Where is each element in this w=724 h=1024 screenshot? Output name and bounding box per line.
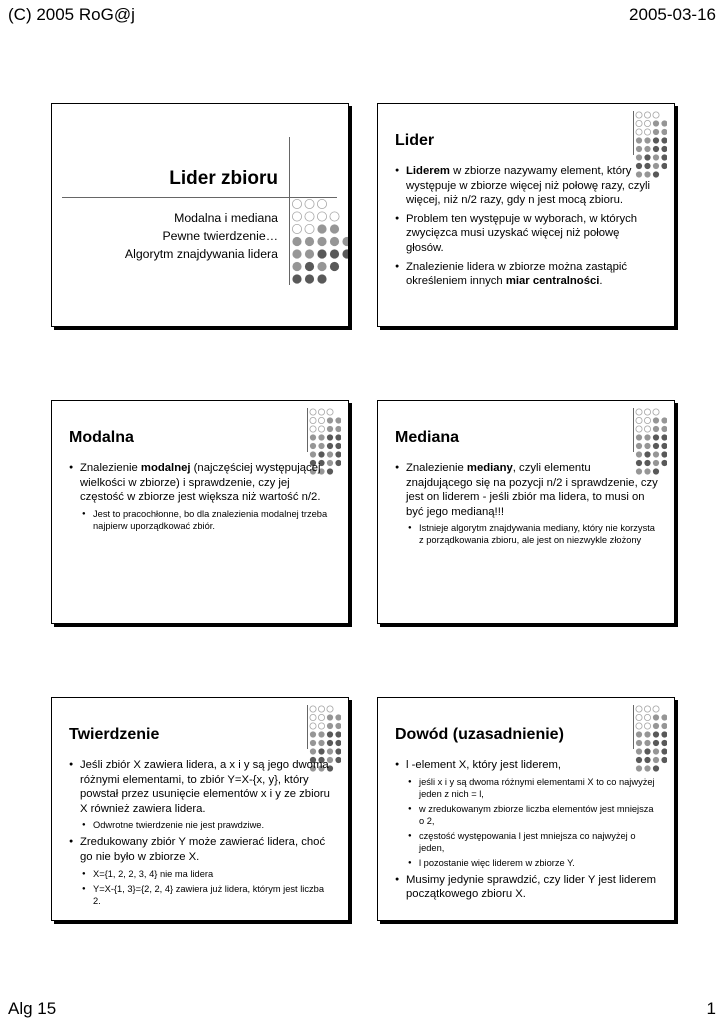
- divider-vertical: [289, 137, 290, 285]
- dot-icon: [317, 237, 326, 246]
- dot-icon: [317, 212, 326, 221]
- dot-icon: [653, 706, 659, 712]
- slide-modalna: [51, 400, 349, 624]
- dot-icon: [305, 274, 314, 283]
- dot-icon: [327, 731, 333, 737]
- dot-icon: [644, 748, 650, 754]
- dot-icon: [327, 426, 333, 432]
- slide-heading: Dowód (uzasadnienie): [395, 726, 564, 743]
- dot-icon: [317, 224, 326, 233]
- dot-icon: [310, 434, 316, 440]
- dot-icon: [653, 723, 659, 729]
- bullet-mediana: ● Znalezienie mediany, czyli elementu znajdującego się na pozycji n/2 i sprawdzenie, czy jest on liderem - jeśli zbiór ma lidera, to musi on być jego medianą!!! ● Istnieje algorytm znajdywania mediany, który nie korzysta z porządkowania zbioru, ale jest on niezwykle złożony: [395, 461, 660, 546]
- dot-icon: [661, 163, 667, 169]
- bullet-theorem: ● Jeśli zbiór X zawiera lidera, a x i y są jego dwoma różnymi elementami, to zbiór Y=X-{x, y}, który powstał przez usunięcie elementów x i y ze zbioru X również zawiera lidera. ● Odwrotne twierdzenie nie jest prawdziwe.: [69, 758, 334, 831]
- page-footer-label: Alg 15: [8, 999, 57, 1018]
- dot-icon: [653, 731, 659, 737]
- dot-icon: [653, 426, 659, 432]
- dot-icon: [653, 434, 659, 440]
- dot-icon: [653, 417, 659, 423]
- slide-body: [69, 461, 334, 536]
- dot-icon: [644, 129, 650, 135]
- dot-icon: [317, 262, 326, 271]
- dot-icon: [318, 417, 324, 423]
- dot-icon: [335, 731, 341, 737]
- dot-icon: [636, 154, 642, 160]
- dot-icon: [305, 212, 314, 221]
- dot-icon: [644, 120, 650, 126]
- dot-icon: [318, 714, 324, 720]
- dot-icon: [330, 212, 339, 221]
- dot-icon: [335, 740, 341, 746]
- slide-dowod: [377, 697, 675, 921]
- dot-icon: [305, 224, 314, 233]
- dot-icon: [335, 451, 341, 457]
- slide-heading: Mediana: [395, 429, 460, 446]
- dot-icon: [661, 714, 667, 720]
- dot-icon: [318, 426, 324, 432]
- dot-icon: [305, 249, 314, 258]
- dot-icon: [317, 249, 326, 258]
- dot-icon: [644, 740, 650, 746]
- dot-icon: [335, 460, 341, 466]
- dot-icon: [644, 714, 650, 720]
- dot-icon: [653, 409, 659, 415]
- dot-icon: [644, 451, 650, 457]
- dot-icon: [661, 137, 667, 143]
- subtitle-algorytm: Algorytm znajdywania lidera: [124, 247, 278, 261]
- sub-bullet-note: ● Istnieje algorytm znajdywania mediany, który nie korzysta z porządkowania zbioru, ale jest on niezwykle złożony: [408, 522, 660, 546]
- sub-bullet-note: ● Jest to pracochłonne, bo dla znalezienia modalnej trzeba najpierw uporządkować zbiór.: [82, 508, 334, 532]
- dot-icon: [661, 460, 667, 466]
- dot-icon: [342, 249, 349, 258]
- dot-icon: [335, 443, 341, 449]
- dot-icon: [292, 199, 301, 208]
- dot-icon: [661, 443, 667, 449]
- dot-icon: [292, 274, 301, 283]
- dot-icon: [644, 434, 650, 440]
- dot-icon: [318, 443, 324, 449]
- slide-body: [395, 164, 660, 293]
- dot-icon: [305, 262, 314, 271]
- page-number: 1: [706, 999, 716, 1018]
- dot-icon: [330, 262, 339, 271]
- dot-icon: [636, 451, 642, 457]
- slide-lider: [377, 103, 675, 327]
- sub-bullet-example-y: ● Y=X-{1, 3}={2, 2, 4} zawiera już lidera, którym jest liczba 2.: [82, 883, 334, 907]
- dot-icon: [636, 146, 642, 152]
- dot-icon: [318, 731, 324, 737]
- dot-icon: [653, 146, 659, 152]
- dot-icon: [644, 137, 650, 143]
- dot-icon: [327, 723, 333, 729]
- dot-icon: [636, 748, 642, 754]
- slide-twierdzenie: [51, 697, 349, 921]
- dot-icon: [310, 723, 316, 729]
- dot-icon: [636, 731, 642, 737]
- dot-icon: [661, 120, 667, 126]
- dot-icon: [310, 706, 316, 712]
- subtitle-twierdzenie: Pewne twierdzenie…: [162, 229, 278, 243]
- dot-icon: [305, 237, 314, 246]
- dot-icon: [330, 224, 339, 233]
- slide-body: [69, 758, 334, 911]
- dot-icon: [661, 731, 667, 737]
- dot-icon: [636, 426, 642, 432]
- dot-icon: [335, 417, 341, 423]
- page-header-copyright: (C) 2005 RoG@j: [8, 5, 135, 24]
- slide-subtitle-list: [125, 209, 278, 263]
- dot-icon: [636, 417, 642, 423]
- dot-icon: [327, 434, 333, 440]
- dot-icon: [653, 120, 659, 126]
- subtitle-modalna-mediana: Modalna i mediana: [174, 211, 278, 225]
- dot-icon: [335, 723, 341, 729]
- dot-icon: [327, 451, 333, 457]
- dot-icon: [636, 129, 642, 135]
- dot-icon: [310, 748, 316, 754]
- dot-icon: [327, 740, 333, 746]
- dot-icon: [310, 740, 316, 746]
- slide-title-heading: Lider zbioru: [169, 168, 278, 189]
- slide-title: [51, 103, 349, 327]
- dot-icon: [661, 434, 667, 440]
- sub-bullet-1: ● jeśli x i y są dwoma różnymi elementami X to co najwyżej jeden z nich = l,: [408, 776, 660, 800]
- dot-grid-decoration-icon: [291, 199, 349, 289]
- dot-icon: [653, 112, 659, 118]
- dot-icon: [661, 748, 667, 754]
- page-header-date: 2005-03-16: [629, 5, 716, 24]
- dot-icon: [327, 748, 333, 754]
- dot-icon: [661, 740, 667, 746]
- dot-icon: [310, 451, 316, 457]
- dot-icon: [318, 706, 324, 712]
- dot-icon: [327, 706, 333, 712]
- dot-icon: [653, 714, 659, 720]
- dot-icon: [644, 154, 650, 160]
- dot-icon: [653, 443, 659, 449]
- dot-icon: [636, 740, 642, 746]
- dot-icon: [327, 443, 333, 449]
- dot-icon: [310, 409, 316, 415]
- dot-icon: [636, 120, 642, 126]
- dot-icon: [292, 237, 301, 246]
- dot-icon: [305, 199, 314, 208]
- dot-icon: [327, 714, 333, 720]
- dot-icon: [310, 714, 316, 720]
- dot-icon: [327, 409, 333, 415]
- dot-icon: [644, 443, 650, 449]
- dot-icon: [318, 723, 324, 729]
- divider-horizontal: [62, 197, 337, 198]
- slide-heading: Twierdzenie: [69, 726, 160, 743]
- dot-icon: [661, 129, 667, 135]
- bullet-definition: ● Liderem w zbiorze nazywamy element, który występuje w zbiorze więcej niż połowę razy, czyli więcej, niż n/2 razy, gdy n jest mocą zbioru.: [395, 164, 660, 208]
- dot-icon: [335, 426, 341, 432]
- dot-icon: [661, 417, 667, 423]
- dot-icon: [661, 757, 667, 763]
- dot-icon: [644, 409, 650, 415]
- sub-bullet-2: ● w zredukowanym zbiorze liczba elementów jest mniejsza o 2,: [408, 803, 660, 827]
- dot-icon: [636, 714, 642, 720]
- slide-mediana: [377, 400, 675, 624]
- dot-icon: [661, 426, 667, 432]
- bullet-reduced-set: ● Zredukowany zbiór Y może zawierać lidera, choć go nie było w zbiorze X. ● X={1, 2, 2, 3, 4} nie ma lidera ● Y=X-{1, 3}={2, 2, 4} zawiera już lidera, którym jest liczba 2.: [69, 835, 334, 906]
- dot-icon: [636, 434, 642, 440]
- dot-icon: [292, 262, 301, 271]
- dot-icon: [653, 154, 659, 160]
- bullet-leader-element: ● l -element X, który jest liderem, ● jeśli x i y są dwoma różnymi elementami X to co najwyżej jeden z nich = l, ● w zredukowanym zbiorze liczba elementów jest mniejsza o 2, ● częstość występowania l jest mniejsza co najwyżej o jeden, ● l pozostanie więc liderem w zbiorze Y.: [395, 758, 660, 869]
- dot-icon: [644, 723, 650, 729]
- dot-icon: [661, 451, 667, 457]
- dot-icon: [661, 154, 667, 160]
- dot-icon: [653, 451, 659, 457]
- dot-icon: [292, 224, 301, 233]
- bullet-elections: ● Problem ten występuje w wyborach, w których zwycięzca musi uzyskać więcej niż połowę głosów.: [395, 212, 660, 256]
- dot-icon: [636, 723, 642, 729]
- sub-bullet-example-x: ● X={1, 2, 2, 3, 4} nie ma lidera: [82, 868, 334, 880]
- dot-icon: [653, 748, 659, 754]
- dot-icon: [644, 426, 650, 432]
- dot-icon: [636, 409, 642, 415]
- dot-icon: [310, 426, 316, 432]
- dot-icon: [644, 112, 650, 118]
- bullet-centrality: ● Znalezienie lidera w zbiorze można zastąpić określeniem innych miar centralności.: [395, 260, 660, 289]
- dot-icon: [653, 740, 659, 746]
- slide-body: [395, 758, 660, 906]
- dot-icon: [644, 731, 650, 737]
- dot-icon: [342, 237, 349, 246]
- sub-bullet-4: ● l pozostanie więc liderem w zbiorze Y.: [408, 857, 660, 869]
- bullet-check-leader: ● Musimy jedynie sprawdzić, czy lider Y jest liderem początkowego zbioru X.: [395, 873, 660, 902]
- dot-icon: [310, 731, 316, 737]
- slide-body: [395, 461, 660, 550]
- dot-icon: [661, 723, 667, 729]
- dot-icon: [636, 443, 642, 449]
- dot-icon: [636, 706, 642, 712]
- dot-icon: [292, 212, 301, 221]
- slide-heading: Modalna: [69, 429, 134, 446]
- dot-icon: [318, 740, 324, 746]
- dot-icon: [644, 706, 650, 712]
- dot-icon: [335, 748, 341, 754]
- dot-icon: [310, 443, 316, 449]
- dot-icon: [653, 129, 659, 135]
- dot-icon: [335, 434, 341, 440]
- dot-icon: [292, 249, 301, 258]
- dot-icon: [310, 417, 316, 423]
- dot-icon: [317, 199, 326, 208]
- dot-icon: [330, 237, 339, 246]
- slide-heading: Lider: [395, 132, 435, 149]
- dot-icon: [661, 146, 667, 152]
- dot-icon: [318, 451, 324, 457]
- dot-icon: [644, 146, 650, 152]
- sub-bullet-converse: ● Odwrotne twierdzenie nie jest prawdziwe.: [82, 819, 334, 831]
- dot-icon: [318, 748, 324, 754]
- dot-icon: [318, 409, 324, 415]
- dot-icon: [317, 274, 326, 283]
- dot-icon: [330, 249, 339, 258]
- dot-icon: [644, 417, 650, 423]
- dot-icon: [318, 434, 324, 440]
- dot-icon: [335, 757, 341, 763]
- dot-icon: [636, 112, 642, 118]
- dot-icon: [327, 417, 333, 423]
- dot-icon: [335, 714, 341, 720]
- dot-icon: [636, 137, 642, 143]
- dot-icon: [653, 137, 659, 143]
- sub-bullet-3: ● częstość występowania l jest mniejsza co najwyżej o jeden,: [408, 830, 660, 854]
- bullet-modalna: ● Znalezienie modalnej (najczęściej występującej wielkości w zbiorze) i sprawdzenie, czy jej częstość w zbiorze jest większa niż wartość n/2. ● Jest to pracochłonne, bo dla znalezienia modalnej trzeba najpierw uporządkować zbiór.: [69, 461, 334, 532]
